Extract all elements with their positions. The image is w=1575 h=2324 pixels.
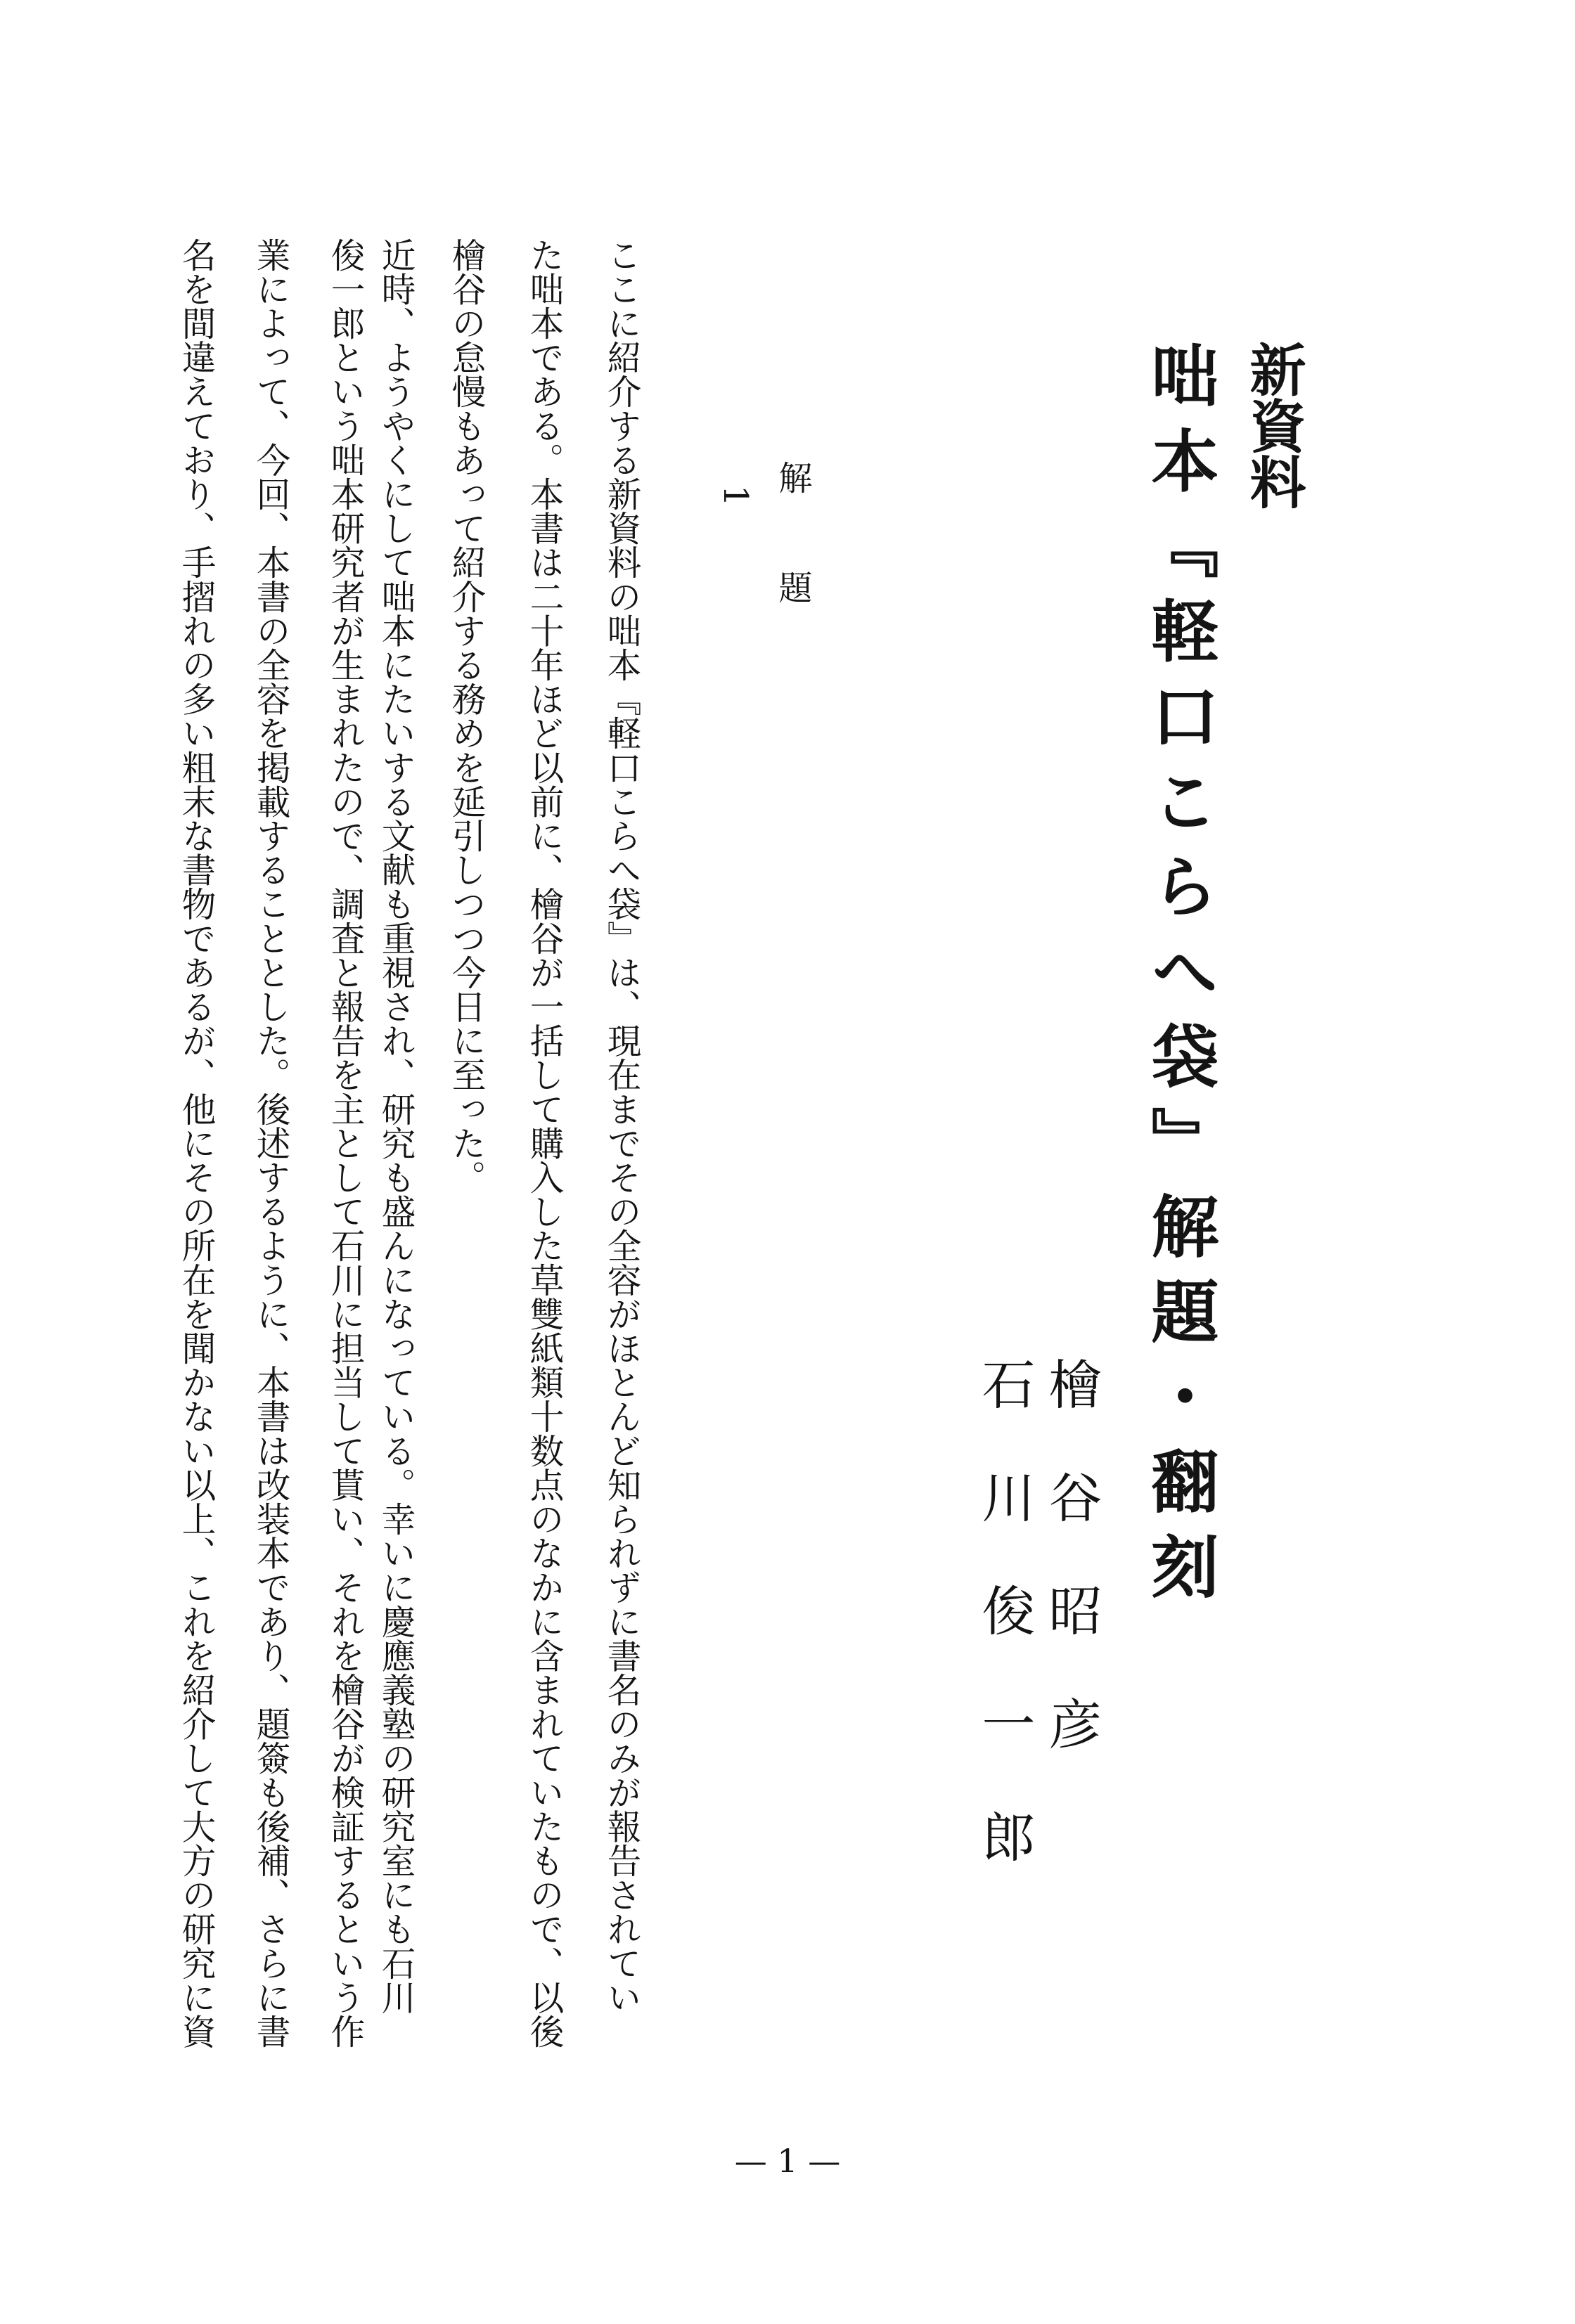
section-number: 1 <box>716 485 755 507</box>
body-line: ここに紹介する新資料の咄本『軽口こらへ袋』は、現在までその全容がほとんど知られずに書名のみが報告されてい <box>601 238 641 2015</box>
body-line: 業によって、今回、本書の全容を掲載することとした。後述するように、本書は改装本であり、題簽も後補、さらに書 <box>250 238 290 2048</box>
body-line: 檜谷の怠慢もあって紹介する務めを延引しつつ今日に至った。 <box>446 238 485 1194</box>
article-title: 咄本『軽口こらへ袋』解題・翻刻 <box>1140 341 1219 1617</box>
section-heading: 解題 <box>773 460 812 680</box>
article-kicker: 新資料 <box>1240 341 1306 510</box>
body-line: 近時、ようやくにして咄本にたいする文献も重視され、研究も盛んになっている。幸いに慶應義塾の研究室にも石川 <box>375 238 415 2015</box>
page-number: — 1 — <box>734 2142 841 2180</box>
body-line: 名を間違えており、手摺れの多い粗末な書物であるが、他にその所在を聞かない以上、これを紹介して大方の研究に資 <box>176 238 215 2048</box>
author-name: 石川俊一郎 <box>973 1357 1036 1923</box>
author-name: 檜谷昭彦 <box>1040 1357 1102 1809</box>
body-line: た咄本である。本書は二十年ほど以前に、檜谷が一括して購入した草雙紙類十数点のなかに含まれていたもので、以後 <box>524 238 563 2048</box>
body-line: 俊一郎という咄本研究者が生まれたので、調査と報告を主として石川に担当して貰い、それを檜谷が検証するという作 <box>325 238 364 2048</box>
